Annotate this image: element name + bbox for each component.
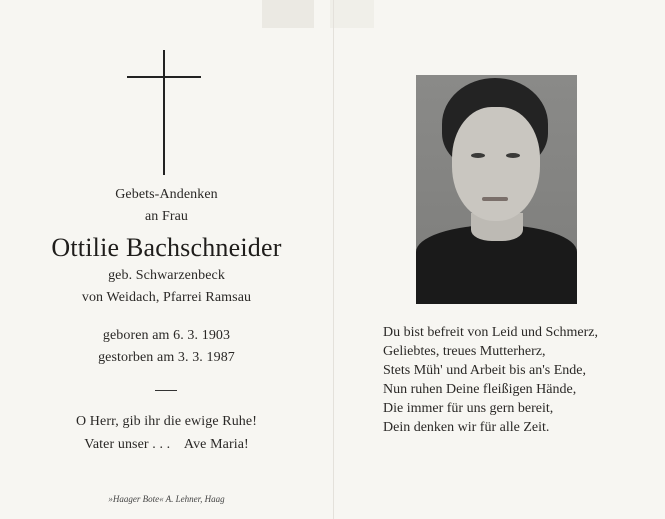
origin: von Weidach, Pfarrei Ramsau <box>81 290 252 305</box>
poem-line: Nun ruhen Deine fleißigen Hände, <box>383 382 577 398</box>
fold-line <box>333 0 334 519</box>
poem-line: Stets Müh' und Arbeit bis an's Ende, <box>383 363 586 379</box>
poem-line: Geliebtes, treues Mutterherz, <box>383 344 546 360</box>
card-heading: Gebets-Andenken <box>115 187 218 202</box>
salutation: an Frau <box>144 209 189 224</box>
portrait-photo <box>416 75 577 304</box>
memorial-poem <box>383 323 643 438</box>
birth-date: geboren am 6. 3. 1903 <box>102 328 231 343</box>
prayer-line-1: O Herr, gib ihr die ewige Ruhe! <box>76 414 257 429</box>
maiden-name: geb. Schwarzenbeck <box>108 268 225 283</box>
prayer-line-2: Vater unser . . . Ave Maria! <box>84 437 249 452</box>
poem-line: Du bist befreit von Leid und Schmerz, <box>383 325 599 340</box>
death-date: gestorben am 3. 3. 1987 <box>98 350 235 365</box>
printer-imprint: »Haager Bote« A. Lehner, Haag <box>108 494 225 504</box>
tape-strip <box>330 0 374 28</box>
poem-line: Die immer für uns gern bereit, <box>383 401 554 417</box>
divider <box>155 390 177 391</box>
poem-line: Dein denken wir für alle Zeit. <box>383 420 550 436</box>
deceased-name: Ottilie Bachschneider <box>51 233 282 262</box>
tape-strip <box>262 0 314 28</box>
